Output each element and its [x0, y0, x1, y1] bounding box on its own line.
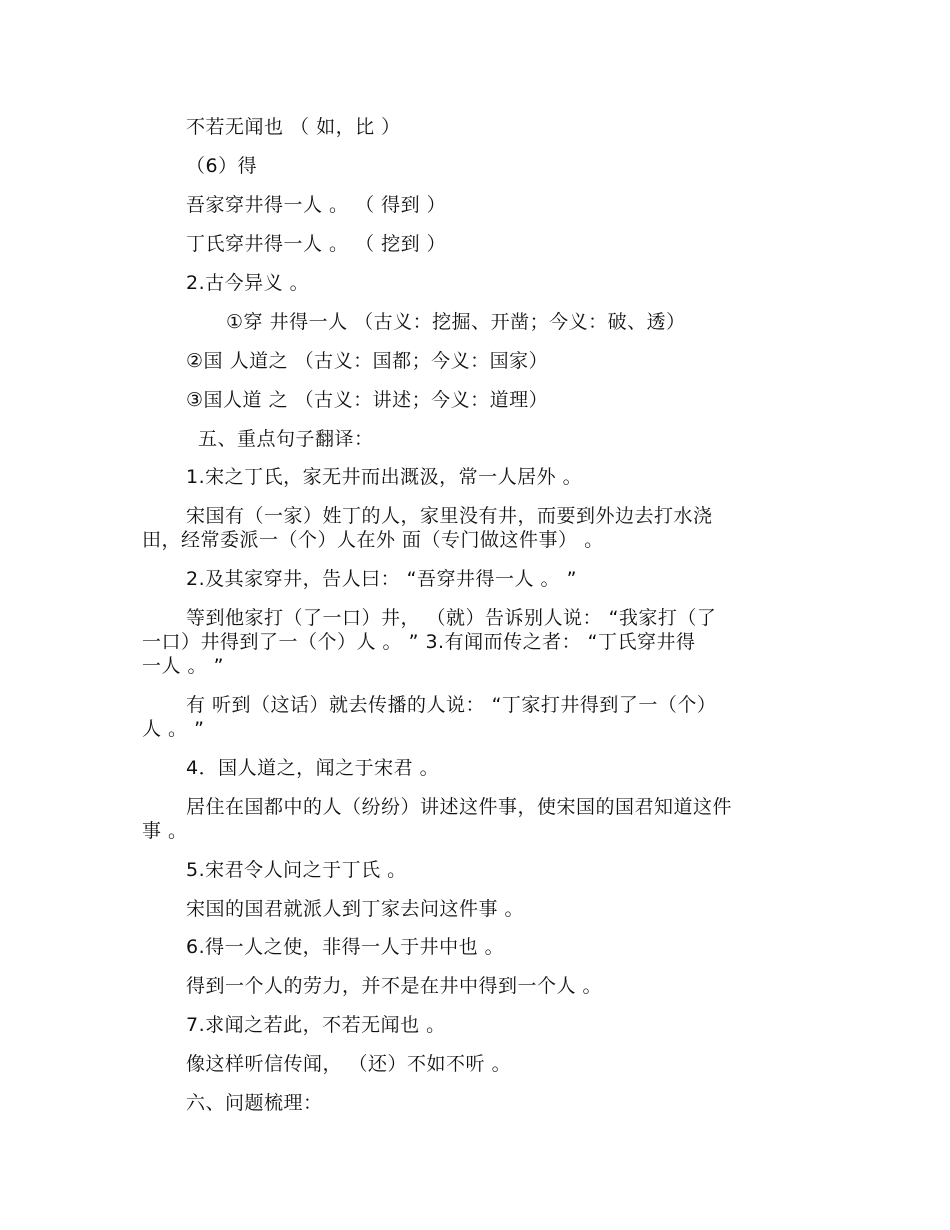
text-line: 一口）井得到了一（个）人 。 ” 3.有闻而传之者： “丁氏穿井得	[142, 631, 696, 653]
text-line: 4．国人道之，闻之于宋君 。	[186, 757, 440, 779]
text-line: 田，经常委派一（个）人在外 面（专门做这件事） 。	[142, 529, 604, 551]
text-line: 丁氏穿井得一人 。 （ 挖到 ）	[186, 233, 447, 255]
text-line: 吾家穿井得一人 。 （ 得到 ）	[186, 194, 447, 216]
text-line: 5.宋君令人问之于丁氏 。	[186, 859, 407, 881]
text-line: 得到一个人的劳力，并不是在井中得到一个人 。	[186, 975, 603, 997]
text-line: 有 听到（这话）就去传播的人说： “丁家打井得到了一（个）	[186, 694, 717, 716]
text-line: 6.得一人之使，非得一人于井中也 。	[186, 936, 505, 958]
text-line: 像这样听信传闻， （还）不如不听 。	[186, 1053, 512, 1075]
text-line: 事 。	[142, 820, 188, 842]
text-line: ②国 人道之 （古义：国都；今义：国家）	[186, 350, 549, 372]
text-line: ①穿 井得一人 （古义：挖掘、开凿；今义：破、透）	[226, 311, 686, 333]
section-heading: 2.古今异义 。	[186, 272, 310, 294]
text-line: 宋国有（一家）姓丁的人，家里没有井，而要到外边去打水浇	[186, 505, 713, 527]
section-heading: 五、重点句子翻译：	[198, 428, 374, 450]
text-line: 居住在国都中的人（纷纷）讲述这件事，使宋国的国君知道这件	[186, 796, 733, 818]
text-line: 一人 。 ”	[142, 655, 224, 677]
text-line: （6）得	[186, 155, 258, 177]
text-line: 不若无闻也 （ 如，比 ）	[186, 116, 401, 138]
text-line: 等到他家打（了一口）井， （就）告诉别人说： “我家打（了	[186, 607, 717, 629]
text-line: 人 。 ”	[142, 718, 205, 740]
text-line: ③国人道 之 （古义：讲述；今义：道理）	[186, 389, 549, 411]
text-line: 2.及其家穿井，告人曰： “吾穿井得一人 。 ”	[186, 568, 577, 590]
text-line: 7.求闻之若此，不若无闻也 。	[186, 1014, 446, 1036]
text-line: 宋国的国君就派人到丁家去问这件事 。	[186, 898, 525, 920]
text-line: 1.宋之丁氏，家无井而出溉汲，常一人居外 。	[186, 466, 583, 488]
section-heading: 六、问题梳理：	[186, 1092, 323, 1114]
